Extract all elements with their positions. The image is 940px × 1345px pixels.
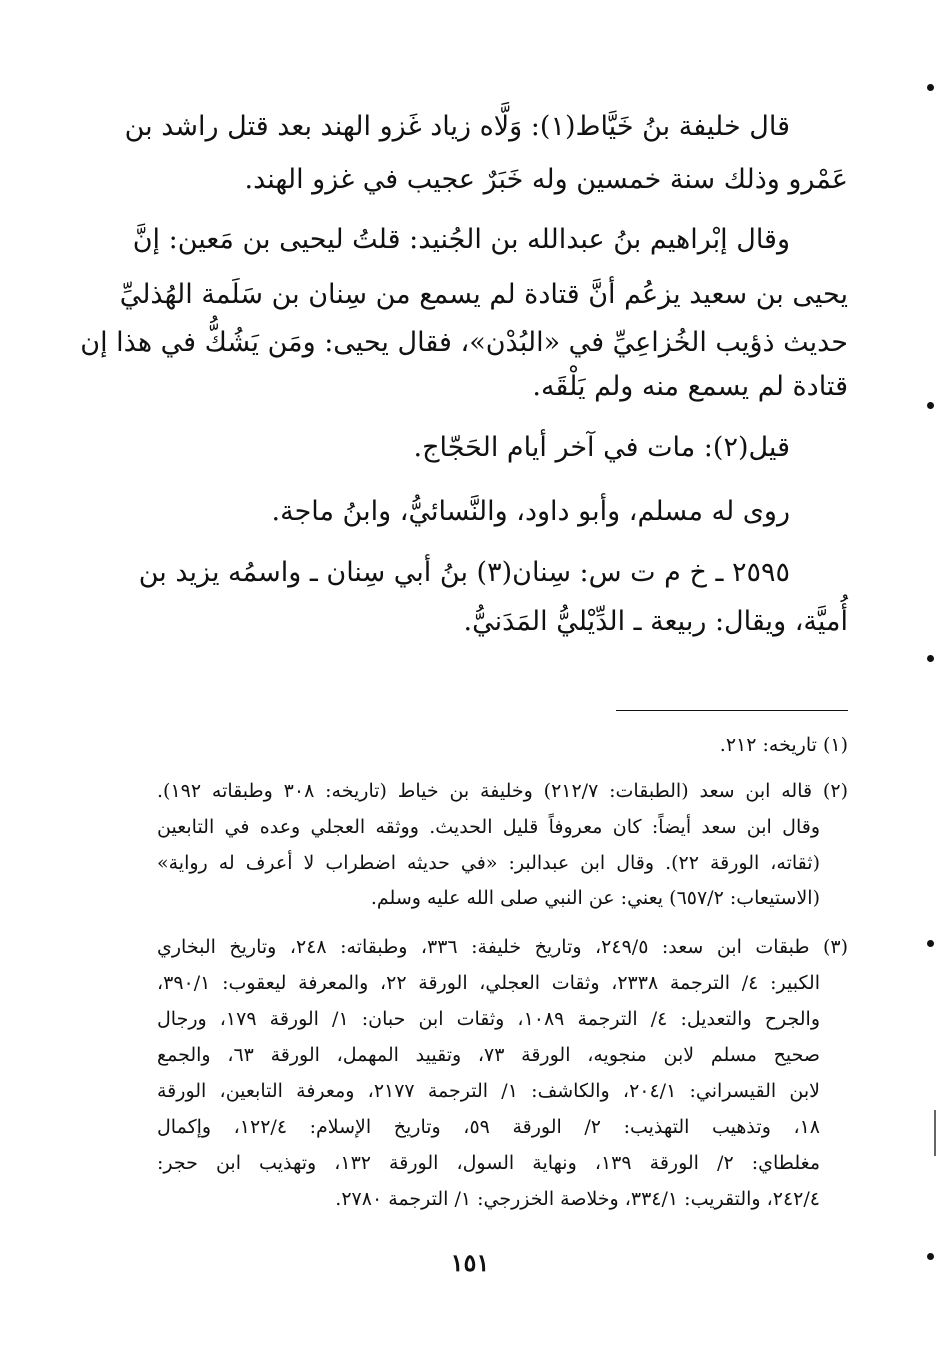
page-number: ١٥١ xyxy=(450,1248,490,1277)
scan-mark xyxy=(927,655,934,662)
footnote-3-line-1: (٣) طبقات ابن سعد: ٢٤٩/٥، وتاريخ خليفة: ٣٣٦، وطبقاته: ٢٤٨، وتاريخ البخاري xyxy=(157,936,849,958)
footnote-2-line-3: (ثقاته، الورقة ٢٢). وقال ابن عبدالبر: «في حديثه اضطراب لا أعرف له رواية» xyxy=(157,852,820,874)
footnote-separator xyxy=(616,710,848,711)
body-line-3: وقال إبْراهيم بنُ عبدالله بن الجُنيد: قلتُ ليحيى بن مَعين: إنَّ xyxy=(132,224,790,255)
scan-mark xyxy=(927,1253,934,1260)
scan-mark xyxy=(927,402,934,409)
footnote-3-line-2: الكبير: ٤/ الترجمة ٢٣٣٨، وثقات العجلي، الورقة ٢٢، والمعرفة ليعقوب: ٣٩٠/١، xyxy=(157,972,820,994)
footnote-3-line-6: ١٨، وتذهيب التهذيب: ٢/ الورقة ٥٩، وتاريخ الإسلام: ١٢٢/٤، وإكمال xyxy=(157,1116,821,1138)
footnote-3-line-5: لابن القيسراني: ٢٠٤/١، والكاشف: ١/ الترجمة ٢١٧٧، ومعرفة التابعين، الورقة xyxy=(157,1080,820,1102)
body-line-2: عَمْرو وذلك سنة خمسين وله خَبَرٌ عجيب في غزو الهند. xyxy=(244,164,848,195)
footnote-2-line-2: وقال ابن سعد أيضاً: كان معروفاً قليل الحديث. ووثقه العجلي وعده في التابعين xyxy=(157,816,820,838)
footnote-3-line-7: مغلطاي: ٢/ الورقة ١٣٩، ونهاية السول، الورقة ١٣٢، وتهذيب ابن حجر: xyxy=(157,1152,820,1174)
body-line-5: حديث ذؤيب الخُزاعِيِّ في «البُدْن»، فقال يحيى: ومَن يَشُكُّ في هذا إن xyxy=(80,327,848,358)
body-line-6: قتادة لم يسمع منه ولم يَلْقَه. xyxy=(532,371,848,402)
scan-mark xyxy=(927,940,934,947)
footnote-3-line-8: ٢٤٢/٤، والتقريب: ٣٣٤/١، وخلاصة الخزرجي: ١/ الترجمة ٢٧٨٠. xyxy=(335,1188,820,1210)
body-line-8: روى له مسلم، وأبو داود، والنَّسائيُّ، وابنُ ماجة. xyxy=(271,496,790,527)
entry-heading-2595: ٢٥٩٥ ـ خ م ت س: سِنان(٣) بنُ أبي سِنان ـ واسمُه يزيد بن xyxy=(138,557,790,588)
footnote-1: (١) تاريخه: ٢١٢. xyxy=(719,734,848,756)
footnote-2-line-1: (٢) قاله ابن سعد (الطبقات: ٢١٢/٧) وخليفة بن خياط (تاريخه: ٣٠٨ وطبقاته ١٩٢). xyxy=(157,780,848,802)
scan-mark xyxy=(927,84,934,91)
footnote-3-line-3: والجرح والتعديل: ٤/ الترجمة ١٠٨٩، وثقات ابن حبان: ١/ الورقة ١٧٩، ورجال xyxy=(157,1008,821,1030)
footnote-3-line-4: صحيح مسلم لابن منجويه، الورقة ٧٣، وتقييد المهمل، الورقة ٦٣، والجمع xyxy=(157,1044,820,1066)
footnote-2-line-4: (الاستيعاب: ٦٥٧/٢) يعني: عن النبي صلى الله عليه وسلم. xyxy=(370,887,820,909)
body-line-4: يحيى بن سعيد يزعُم أنَّ قتادة لم يسمع من سِنان بن سَلَمة الهُذليِّ xyxy=(119,279,848,310)
body-line-7: قيل(٢): مات في آخر أيام الحَجّاج. xyxy=(413,432,790,463)
scan-edge-line xyxy=(934,1110,936,1156)
body-line-10: أُميَّة، ويقال: ربيعة ـ الدِّيْليُّ المَدَنيُّ. xyxy=(463,606,848,637)
body-line-1: قال خليفة بنُ خَيَّاط(١): وَلَّاه زياد غَزو الهند بعد قتل راشد بن xyxy=(124,111,790,142)
